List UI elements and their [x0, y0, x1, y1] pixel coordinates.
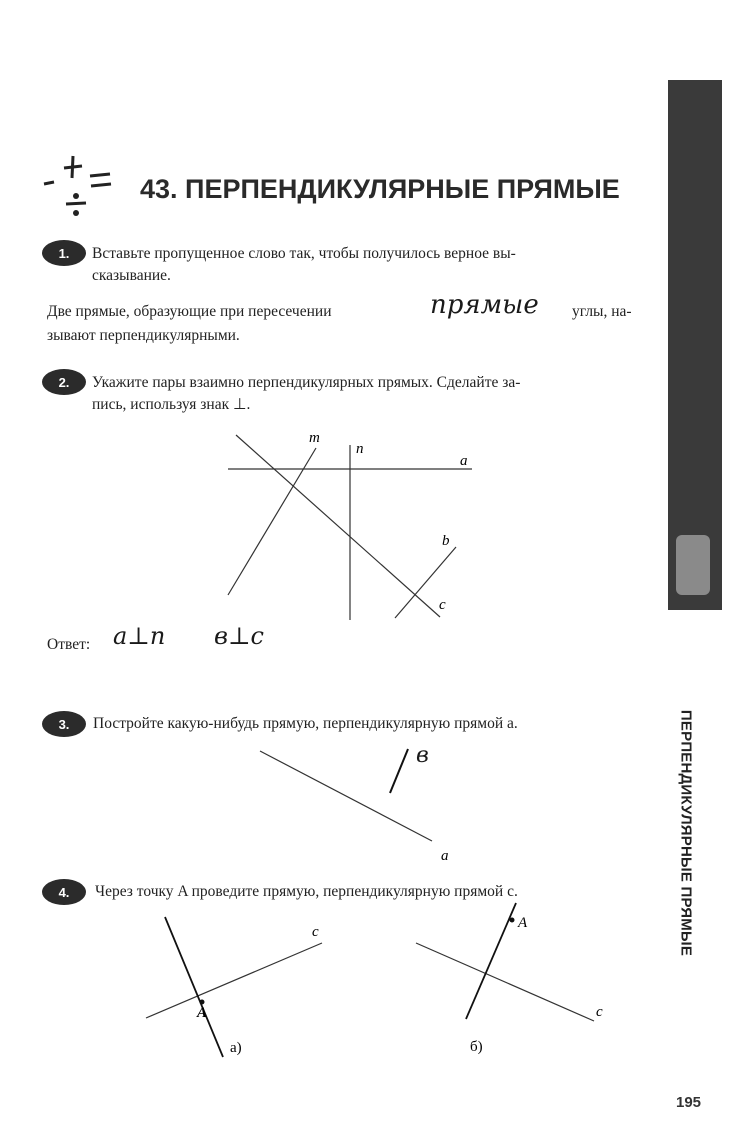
drawn-perpendicular [390, 749, 408, 793]
task-2-badge: 2. [42, 369, 86, 395]
label-a-task3: a [441, 848, 449, 864]
task-1-sentence-start: Две прямые, образующие при пересечении [47, 303, 332, 320]
task-1-sentence-end: углы, на- [572, 303, 632, 320]
label-c-fig-a: c [312, 924, 319, 940]
point-A-fig-a [200, 1000, 205, 1005]
task-3-prompt: Постройте какую-нибудь прямую, перпендикулярную прямой a. [93, 715, 518, 732]
side-title-text: ПЕРПЕНДИКУЛЯРНЫЕ ПРЯМЫЕ [677, 709, 695, 956]
drawn-perpendicular-fig-b [466, 903, 516, 1019]
side-title [676, 690, 696, 975]
side-tab-marker [676, 535, 710, 595]
task-2-figure [220, 425, 490, 625]
label-n: n [356, 441, 364, 457]
line-m [228, 448, 316, 595]
label-m: m [309, 430, 320, 446]
task-3-badge: 3. [42, 711, 86, 737]
page-number: 195 [676, 1094, 702, 1111]
task-1-prompt [92, 243, 652, 287]
label-c: c [439, 597, 446, 613]
task-1-prompt-line1: Вставьте пропущенное слово так, чтобы получилось верное вы- [92, 245, 516, 262]
line-c [236, 435, 440, 617]
line-c-fig-a [146, 943, 322, 1018]
label-c-fig-b: c [596, 1004, 603, 1020]
page-title: 43. ПЕРПЕНДИКУЛЯРНЫЕ ПРЯМЫЕ [140, 174, 620, 204]
side-tab-bar [668, 80, 722, 610]
label-A-fig-a: A [197, 1005, 208, 1021]
caption-fig-a: а) [230, 1040, 242, 1056]
task-1-prompt-line2: сказывание. [92, 267, 171, 284]
task-4-badge: 4. [42, 879, 86, 905]
task-2-prompt [92, 372, 652, 416]
task-2-prompt-line1: Укажите пары взаимно перпендикулярных прямых. Сделайте за- [92, 374, 521, 391]
line-a-task3 [260, 751, 432, 841]
task-1-handwritten-answer: прямые [430, 290, 539, 320]
task-2-prompt-line2: пись, используя знак ⊥. [92, 396, 251, 413]
label-A-fig-b: A [518, 915, 528, 931]
drawn-perpendicular-fig-a [165, 917, 223, 1057]
task-1-badge: 1. [42, 240, 86, 266]
caption-fig-b: б) [470, 1039, 483, 1055]
line-c-fig-b [416, 943, 594, 1021]
task-1-sentence-line2: зывают перпендикулярными. [47, 327, 240, 344]
label-b: b [442, 533, 450, 549]
task-2-handwritten-answer-2: в⊥c [214, 622, 264, 650]
task-3-handwritten-label: в [416, 743, 429, 768]
task-4-prompt: Через точку A проведите прямую, перпендикулярную прямой c. [95, 883, 518, 900]
task-3-figure [250, 735, 470, 865]
task-2-handwritten-answer-1: a⊥n [113, 622, 166, 650]
task-4-figure-a [140, 905, 340, 1065]
math-signs-icon [40, 150, 125, 230]
label-a: a [460, 453, 468, 469]
point-A-fig-b [510, 918, 515, 923]
task-2-answer-label: Ответ: [47, 636, 91, 653]
task-4-figure-b [410, 895, 610, 1055]
line-b [395, 547, 456, 618]
